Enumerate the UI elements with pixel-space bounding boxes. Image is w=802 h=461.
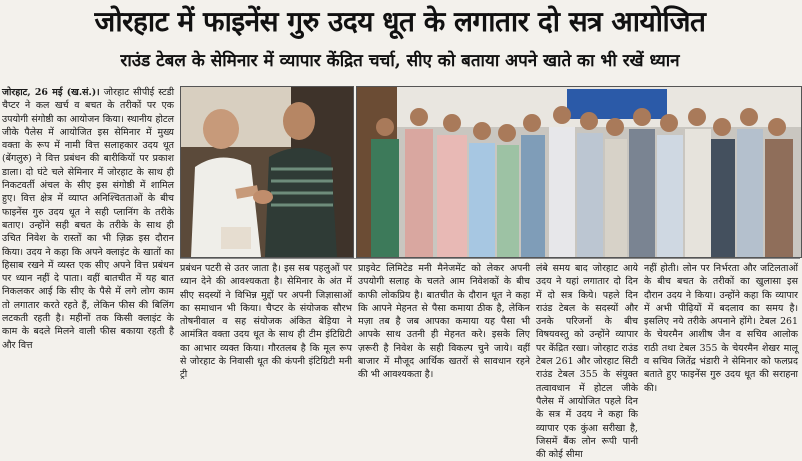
article-column-1 xyxy=(2,86,174,413)
article-column-3: प्राइवेट लिमिटेड मनी मैनेजमेंट को लेकर अपनी उपयोगी सलाह के चलते आम निवेशकों के बीच काफी लोकप्रिय है। बातचीत के दौरान धूत ने कहा कि आपने मेहनत से पैसा कमाया ठीक है, लेकिन मज़ा तब है जब आपका कमाया यह पैसा भी आपके साथ उतनी ही मेहनत करे। इसके लिए ज़रूरी है निवेश के सही विकल्प चुने जाये। वहीं बाजार में मौजूद आर्थिक खतरों से सावधान रहने की भी आवश्यकता है। xyxy=(358,263,530,381)
article-column-2: प्रबंधन पटरी से उतर जाता है। इस सब पहलुओं पर ध्यान देने की आवश्यकता है। सेमिनार के अंत में सीए सदस्यों ने विभिन्न मुद्दों पर अपनी जिज्ञासाओं का समाधान भी किया। चैप्टर के संयोजक सौरभ तोषनीवाल व सह संयोजक अंकित बेड़िया ने आमंत्रित वक्ता उदय धूत के साथ ही टीम इंटिग्रिटी का आभार व्यक्त किया। गौरतलब है कि मूल रूप से जोरहाट के निवासी धूत की कंपनी इंटिग्रिटी मनी ट्री xyxy=(180,263,352,381)
article-text-1: जोरहाट सीपीई स्टडी चैप्टर ने कल खर्च व बचत के तरीकों पर एक उपयोगी संगोष्ठी का आयोजन किया। स्थानीय होटल जीके पैलेस में आयोजित इस सेमिनार में मुख्य वक्ता के रूप में नामी वित्त सलाहकार उदय धूत (बेंगलुरु) ने वित्त प्रबंधन की बारीकियों पर प्रकाश डाला। दो घंटे चले सेमिनार में जोरहाट के साथ ही निकटवर्ती अंचल के सीए इस संगोष्ठी में शामिल हुए। वित्त क्षेत्र में व्याप्त अनिश्चितताओं के बीच फाइनेंस गुरु उदय धूत ने सही प्लानिंग के तरीके बताए। उन्होंने सही बचत के तरीके के साथ ही उचित निवेश के रास्तों का भी ज़िक्र इस दौरान किया। उदय ने कहा कि अपने क्लाइंट के खातों का हिसाब रखने में व्यस्त एक सीए अपने वित्त प्रबंधन पर ध्यान नहीं दे पाता। वहीं बातचीत में यह बात निकलकर आई कि सीए के पैसे में लगे लोग काम तो लगातार करते रहते हैं, लेकिन फीस की बिलिंग लटकती रहती है। महीनों तक किसी क्लाइंट के काम के बदले मिलने वाली फीस बकाया रहती है और वित्त xyxy=(2,87,175,351)
group-photo-illustration xyxy=(357,87,801,257)
subheadline: राउंड टेबल के सेमिनार में व्यापार केंद्रित चर्चा, सीए को बताया अपने खाते का भी रखें ध्यान xyxy=(120,51,680,71)
article-column-4: लंबे समय बाद जोरहाट आये उदय ने यहां लगातार दो दिन में दो सत्र किये। पहले दिन राउंड टेबल के सदस्यों और उनके परिजनों के बीच विषयवस्तु को उन्होंने व्यापार पर केंद्रित रखा। जोरहाट राउंड टेबल 261 और जोरहाट सिटी राउंड टेबल 355 के संयुक्त तत्वावधान में होटल जीके पैलेस में आयोजित पहले दिन के सत्र में उदय ने कहा कि व्यापार एक कुंआ सरीखा है, जिसमें बैंक लोन रूपी पानी की कोई सीमा xyxy=(536,263,638,461)
divider xyxy=(180,258,800,259)
photo-handshake xyxy=(180,86,354,258)
handshake-illustration xyxy=(181,87,353,257)
dateline: जोरहाट, 26 मई (ख.सं.)। xyxy=(2,87,100,98)
photo-group xyxy=(356,86,802,258)
headline: जोरहाट में फाइनेंस गुरु उदय धूत के लगातार दो सत्र आयोजित xyxy=(94,5,706,38)
article-column-5: नहीं होती। लोन पर निर्भरता और जटिलताओं के बीच बचत के तरीकों का खुलासा इस दौरान उदय ने किया। उन्होंने कहा कि व्यापार में अभी पीढ़ियों में बदलाव का समय है। इसलिए नये तरीके अपनाने होंगे। टेबल 261 के चेयरमैन आशीष जैन व सचिव आलोक राठी तथा टेबल 355 के चेयरमैन शेखर मालू व सचिव जितेंद्र भंडारी ने सेमिनार को फलप्रद बताते हुए फाइनेंस गुरु उदय धूत की सराहना की। xyxy=(644,263,798,394)
